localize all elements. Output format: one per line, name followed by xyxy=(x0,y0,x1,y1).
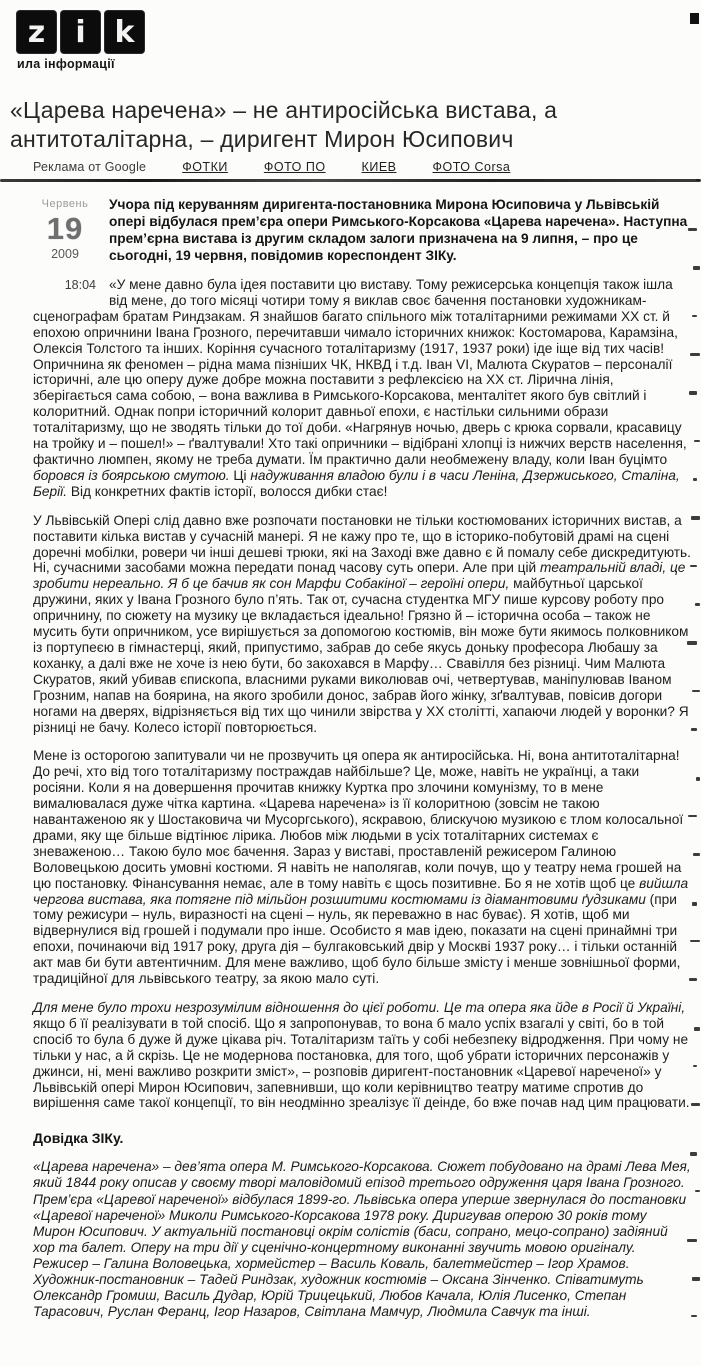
ad-link-foto-corsa[interactable]: ФОТО Corsa xyxy=(432,160,511,175)
scan-artifact xyxy=(694,1027,700,1031)
date-block xyxy=(33,198,97,292)
scan-artifact xyxy=(693,1065,697,1067)
scan-artifact xyxy=(687,1239,697,1242)
date-month: Червень xyxy=(41,198,89,211)
scan-artifact xyxy=(693,853,700,856)
logo-letter-i: i xyxy=(61,11,100,53)
scan-artifact xyxy=(691,1315,697,1317)
article-body xyxy=(33,277,691,1111)
date-day: 19 xyxy=(46,211,84,247)
reference-paragraph: «Царева наречена» – дев’ята опера М. Римського-Корсакова. Сюжет побудовано на драмі Лева Мея, який 1844 року описав у своєму творі маловідомий епізод третього одруження царя Івана Грозного. Прем’єра «Царевої нареченої» відбулася 1899-го. Львівська опера уперше звернулася до постановки «Царевої нареченої» Миколи Римського-Корсакова 1978 року. Диригував оперою 30 років тому Мирон Юсипович. У актуальній постановці окрім солістів (баси, сопрано, мецо-сопрано) задіяний хор та балет. Оперу на три дії у сценічно-концертному виконанні звучить мовою оригіналу. Режисер – Галина Воловецька, хормейстер – Василь Коваль, балетмейстер – Ігор Храмов. Художник-постановник – Тадей Риндзак, художник костюмів – Оксана Зінченко. Співатимуть Олександр Громиш, Василь Дудар, Юрій Трицецький, Любов Качала, Юлія Лисенко, Степан Тарасович, Руслан Феранц, Ігор Назаров, Світлана Мамчур, Людмила Савчук та інші. xyxy=(33,1159,691,1320)
scan-artifact xyxy=(696,777,700,781)
scan-artifact xyxy=(687,641,697,645)
scan-artifact xyxy=(688,228,697,231)
scan-artifact xyxy=(688,815,697,817)
article-paragraph: Для мене було трохи незрозумілим відношення до цієї роботи. Це та опера яка йде в Росії й Україні, якщо б її реалізувати в той спосіб. Що я запропонував, то вона б мало успіх взагалі у світі, бо в той спосіб то була б дуже й дуже цікава річ. Тоталітаризм таїть у собі небезпеку відродження. При чому не тільки у нас, а й скрізь. Це не модернова постановка, для того, щоб убрати історичних персонажів у джинси, ні, мені важливо розкрити зміст», – розповів диригент-постановник «Царевої нареченої» у Львівській опері Мирон Юсипович, запевнивши, що коли керівництво театру матиме спротив до вирішення саме такої концепції, то він неодмінно зреалізує її деінде, бо вже почав над цим працювати. xyxy=(33,1000,690,1111)
scan-artifact xyxy=(690,1152,697,1156)
scan-artifact xyxy=(694,440,700,442)
scan-artifact xyxy=(689,978,697,981)
scan-artifact xyxy=(695,1190,700,1192)
article xyxy=(0,182,701,1320)
page-title: «Царева наречена» – не антиросійська вистава, а антитоталітарна, – диригент Мирон Юсипович xyxy=(10,97,558,152)
scan-artifact xyxy=(690,940,700,942)
scan-artifact xyxy=(690,565,697,567)
ad-link-fotki[interactable]: ФОТКИ xyxy=(182,160,228,175)
ad-link-kiev[interactable]: КИЕВ xyxy=(361,160,397,175)
lead-paragraph: Учора під керуванням диригента-постановника Мирона Юсиповича у Львівській опері відбулася прем’єра опери Римського-Корсакова «Царева наречена». Наступна прем’єрна вистава із другим складом залоги призначена на 9 липня, – про це сьогодні, 19 червня, повідомив кореспондент ЗІКу. xyxy=(109,197,688,264)
scan-artifact xyxy=(691,728,697,731)
ads-by-google-label: Реклама от Google xyxy=(33,160,147,175)
scan-artifact xyxy=(692,315,697,317)
scan-artifact xyxy=(690,13,699,24)
logo-letter-z: z xyxy=(17,11,56,53)
scan-artifact xyxy=(689,391,697,395)
ad-link-foto-po[interactable]: ФОТО ПО xyxy=(263,160,326,175)
logo-tagline: ила інформації xyxy=(17,57,115,71)
date-year: 2009 xyxy=(51,247,79,262)
zik-logo[interactable] xyxy=(17,11,701,53)
scan-artifact xyxy=(692,1277,700,1281)
logo-letter-k: k xyxy=(105,11,144,53)
scan-artifact xyxy=(693,266,700,270)
scan-artifact xyxy=(691,1103,700,1106)
scan-artifact xyxy=(692,690,700,692)
article-paragraph: «У мене давно була ідея поставити цю виставу. Тому режисерська концепція також ішла від мене, до того місяці чотири тому я виклав своє бачення постановки художникам-сценографам братам Риндзакам. Я знайшов багато спільного між тоталітарними режимами ХХ ст. й епохою опричнини Івана Грозного, перечитавши чимало історичних книжок: Костомарова, Карамзіна, Олексія Толстого та інших. Коріння сучасного тоталітаризму (1917, 1937 роки) іде іще від тих часів! Опричнина як феномен – рідна мама пізніших ЧК, НКВД і т.д. Іван VI, Малюта Скуратов – персоналії історичні, але цю оперу дуже добре можна поставити з рефлексією на ХХ ст. Лірична лінія, зберігається сама собою, – вона важлива в Римського-Корсакова, менталітет якого був світлий і колоритний. Однак попри історичний колорит давньої епохи, є настільки сильними образи тоталітаризму, що не зводять тільки до тої доби. «Нагрянув ночью, дверь с крюка сорвали, красавицу на тройку и – пошел!» – ґвалтували! Хто такі опричники – відібрані хлопці із нижчих верств населення, фактично люмпен, якому не треба думати. Їм практично дали необмежену владу, коли Іван буцімто боровся із боярською смутою. Ці надуживання владою були і в часи Леніна, Дзержиського, Сталіна, Берії. Від конкретних фактів історії, волосся дибки стає! xyxy=(33,277,687,499)
scan-artifact xyxy=(693,478,697,481)
reference-heading: Довідка ЗІКу. xyxy=(33,1130,124,1147)
article-paragraph: У Львівській Опері слід давно вже розпочати постановки не тільки костюмованих історичних вистав, а поставити кілька вистав у сучасній манері. Я не кажу про те, що в історико-побутовій драмі на сцені доречні мобілки, ровери чи інші дешеві трюки, які на Заході вже давно є й помалу себе дискредитують. Ні, сучасними засобами можна передати понад часову суть опери. Але при цій театральній владі, це зробити нереально. Я б це бачив як сон Марфи Собакіної – героїні опери, майбутньої царської дружини, яких у Івана Грозного було п’ять. Так от, сучасна студентка МГУ пише курсову роботу про опричнину, по сюжету на музику це вкладається ідеально! Грязно й – історична особа – також не мусить бути опричником, усе вирішується за допомогою костюмів, він може бути якимось полковником із портупеєю в гімнастерці, який, припустимо, забрав до себе якусь доньку професора Любашу за коханку, а далі вже не хоче із нею бути, бо закохався в Марфу… Свавілля без різниці. Чим Малюта Скуратов, який убивав єпископа, власними руками виколював очі, четвертував, маніпулював Іваном Грозним, напав на боярина, на якого зробили донос, забрав його жінку, зґвалтував, повісив догори ногами на дверях, відрізняється від тих що чинили звірства у ХХ столітті, хапаючи людей у воронки? Я різниці не бачу. Колесо історії повторюється. xyxy=(33,512,691,735)
scan-artifact xyxy=(691,516,700,520)
article-paragraph: Мене із осторогою запитували чи не прозвучить ця опера як антиросійська. Ні, вона антитоталітарна! До речі, хто від того тоталітаризму постраждав найбільше? Це, може, навіть не українці, а таки росіяни. Коли я на довершення прочитав книжку Куртка про злочини комунізму, то в мене вималювалася дуже чітка картина. «Царева наречена» із її колоритною (зовсім не такою навантаженою як у Шостаковича чи Мусоргського), яскравою, блискучою музикою є тлом колосальної драми, яку ще більше відтінює лірика. Любов між людьми в усіх тоталітарних системах є зневаженою… Такою було моє бачення. Зараз у виставі, проставленій режисером Галиною Воловецькою досить умовні костюми. Я навіть не наполягав, коли почув, що у театру нема грошей на цю постановку. Фінансування немає, але в тому навіть є щось позитивне. Бо я не хотів щоб це вийшла чергова вистава, яка потягне під мільйон розшитими костюмами із діамантовими ґудзиками (при тому режисури – нуль, виразності на сцені – нуль, як переважно в нас буває). Я хотів, щоб ми відвернулися від грошей і подумали про інше. Особисто я мав ідею, показати на сцені принаймні три епохи, починаючи від 1917 року, друга дія – булгаковський двір у Москві 1937 року… і тільки останній акт мав би бути автентичним. Для мене важливо, щоб було більше змісту і менше зовнішньої форми, традиційної для львівського театру, за якою мало суті. xyxy=(33,748,689,987)
scan-artifact xyxy=(695,603,700,606)
ad-bar xyxy=(33,160,701,174)
scan-artifact xyxy=(696,179,700,181)
scan-artifact xyxy=(690,353,700,356)
publish-time: 18:04 xyxy=(64,278,96,293)
scan-artifact xyxy=(692,902,697,906)
